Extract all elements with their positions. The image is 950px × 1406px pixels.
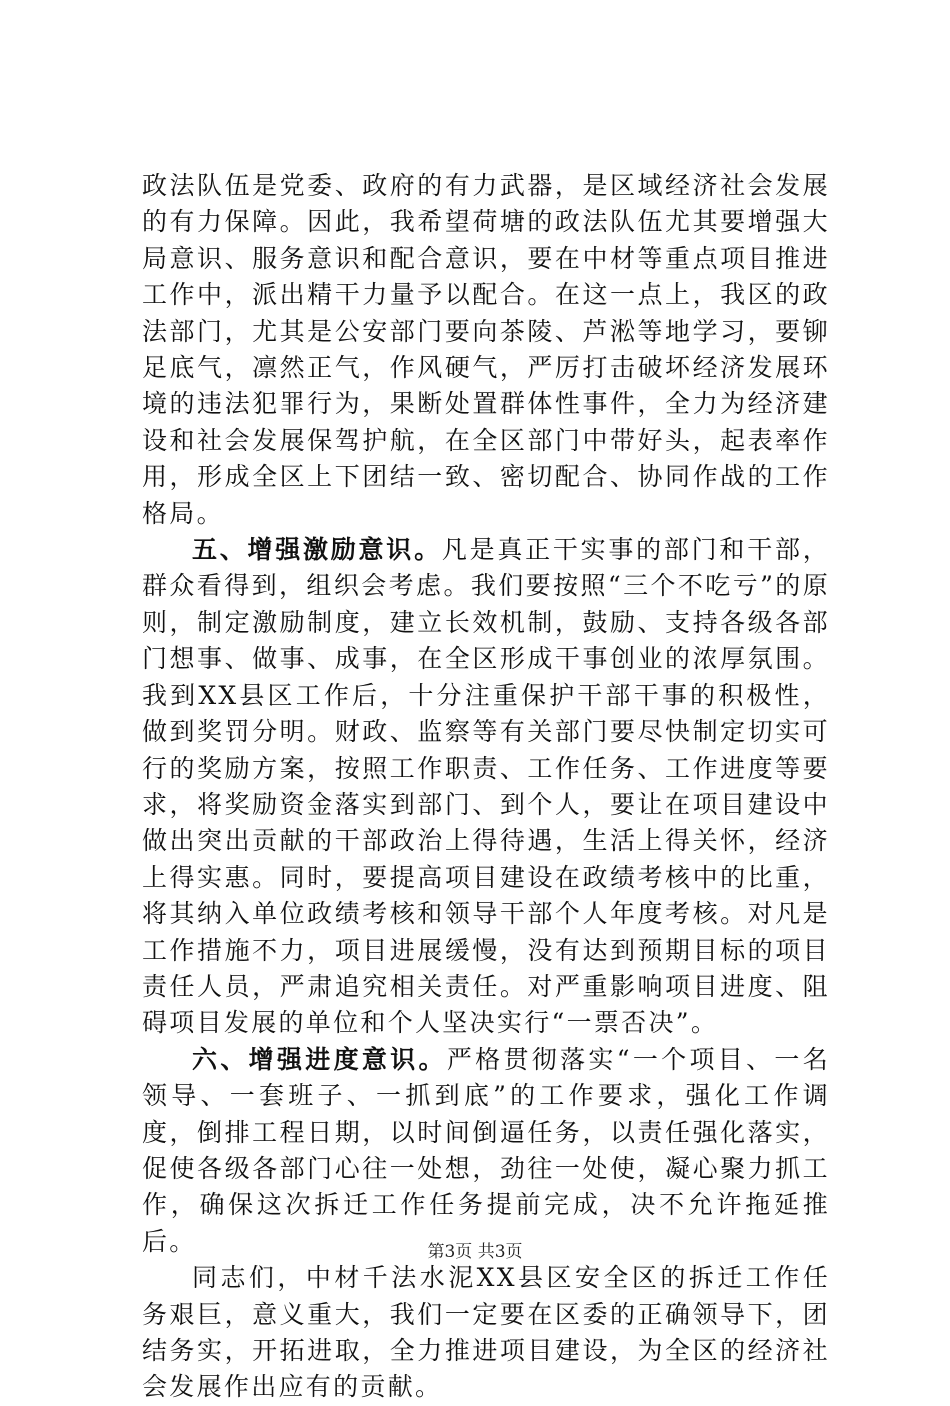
section-heading-incentive: 五、增强激励意识。 bbox=[192, 535, 442, 565]
page-footer: 第3页 共3页 bbox=[427, 1242, 523, 1262]
section-heading-progress: 六、增强进度意识。 bbox=[192, 1044, 447, 1074]
paragraph-political-legal-team bbox=[142, 168, 830, 532]
paragraph-text: 严格贯彻落实“一个项目、一名领导、一套班子、一抓到底”的工作要求，强化工作调度，倒排工程日期，以时间倒逼任务，以责任强化落实，促使各级各部门心往一处想，劲往一处使，凝心聚力抓工作，确保这次拆迁工作任务提前完成，决不允许拖延推后。 bbox=[142, 1044, 831, 1256]
paragraph-incentive-awareness bbox=[142, 532, 830, 1042]
paragraph-text: 政法队伍是党委、政府的有力武器，是区域经济社会发展的有力保障。因此，我希望荷塘的政法队伍尤其要增强大局意识、服务意识和配合意识，要在中材等重点项目推进工作中，派出精干力量予以配合。在这一点上，我区的政法部门，尤其是公安部门要向茶陵、芦淞等地学习，要铆足底气，凛然正气，作风硬气，严厉打击破坏经济发展环境的违法犯罪行为，果断处置群体性事件，全力为经济建设和社会发展保驾护航，在全区部门中带好头，起表率作用，形成全区上下团结一致、密切配合、协同作战的工作格局。 bbox=[142, 171, 830, 528]
document-body bbox=[142, 168, 830, 1406]
paragraph-text: 同志们，中材千法水泥XX县区安全区的拆迁工作任务艰巨，意义重大，我们一定要在区委的正确领导下，团结务实，开拓进取，全力推进项目建设，为全区的经济社会发展作出应有的贡献。 bbox=[142, 1263, 830, 1402]
paragraph-closing-remarks bbox=[142, 1260, 830, 1406]
paragraph-progress-awareness bbox=[142, 1042, 830, 1260]
paragraph-text: 凡是真正干实事的部门和干部，群众看得到，组织会考虑。我们要按照“三个不吃亏”的原则，制定激励制度，建立长效机制，鼓励、支持各级各部门想事、做事、成事，在全区形成干事创业的浓厚氛围。我到XX县区工作后，十分注重保护干部干事的积极性，做到奖罚分明。财政、监察等有关部门要尽快制定切实可行的奖励方案，按照工作职责、工作任务、工作进度等要求，将奖励资金落实到部门、到个人，要让在项目建设中做出突出贡献的干部政治上得待遇，生活上得关怀，经济上得实惠。同时，要提高项目建设在政绩考核中的比重，将其纳入单位政绩考核和领导干部个人年度考核。对凡是工作措施不力，项目进展缓慢，没有达到预期目标的项目责任人员，严肃追究相关责任。对严重影响项目进度、阻碍项目发展的单位和个人坚决实行“一票否决”。 bbox=[142, 535, 831, 1038]
